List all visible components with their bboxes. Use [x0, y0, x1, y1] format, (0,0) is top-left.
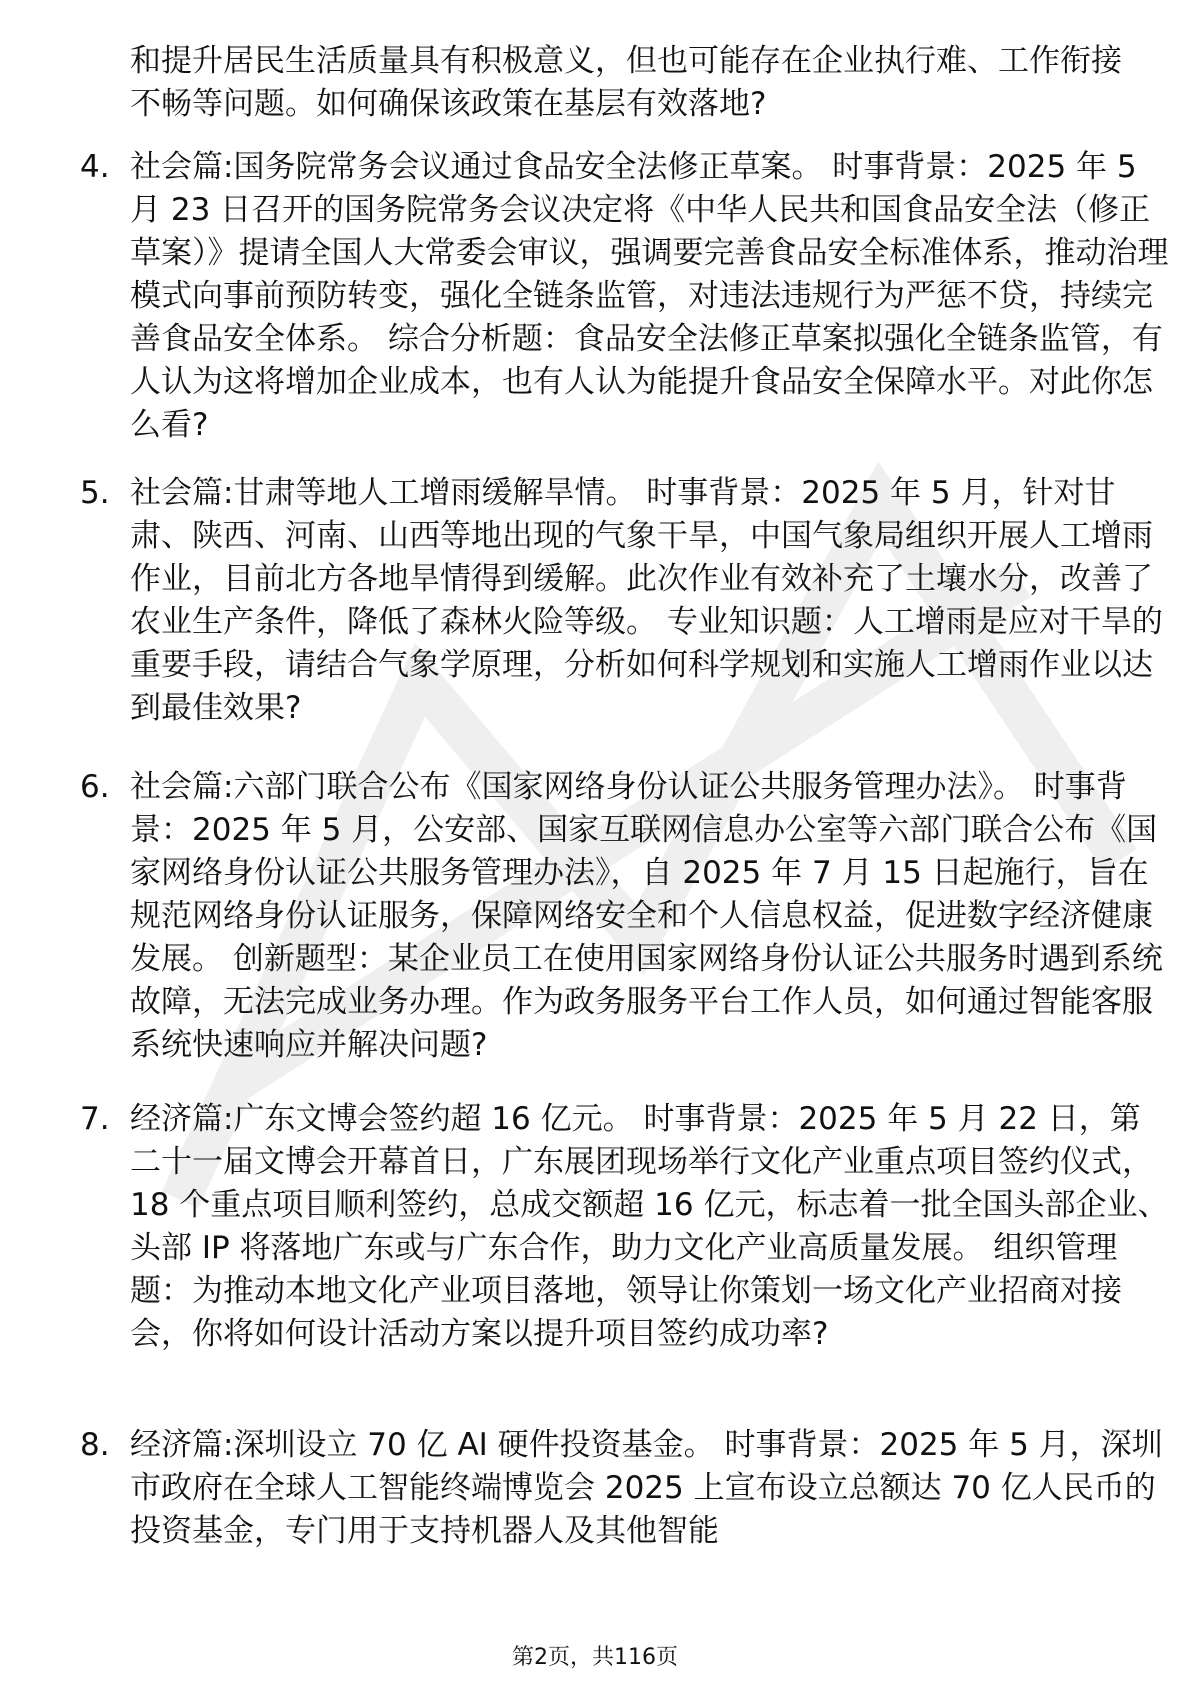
list-item [80, 1424, 1170, 1553]
list-item-number: 6. [80, 769, 110, 805]
list-item-text: 经济篇:深圳设立 70 亿 AI 硬件投资基金。 时事背景：2025 年 5 月，深圳市政府在全球人工智能终端博览会 2025 上宣布设立总额达 70 亿人民币的投资基金，专门用于支持机器人及其他智能 [130, 1427, 1163, 1549]
list-item-number: 8. [80, 1427, 110, 1463]
list-item-text: 经济篇:广东文博会签约超 16 亿元。 时事背景：2025 年 5 月 22 日，第二十一届文博会开幕首日，广东展团现场举行文化产业重点项目签约仪式，18 个重点项目顺利签约，总成交额超 16 亿元，标志着一批全国头部企业、头部 IP 将落地广东或与广东合作，助力文化产业高质量发展。 组织管理题：为推动本地文化产业项目落地，领导让你策划一场文化产业招商对接会，你将如何设计活动方案以提升项目签约成功率? [130, 1101, 1169, 1352]
list-item-text: 社会篇:甘肃等地人工增雨缓解旱情。 时事背景：2025 年 5 月，针对甘肃、陕西、河南、山西等地出现的气象干旱，中国气象局组织开展人工增雨作业，目前北方各地旱情得到缓解。此次作业有效补充了土壤水分，改善了农业生产条件，降低了森林火险等级。 专业知识题：人工增雨是应对干旱的重要手段，请结合气象学原理，分析如何科学规划和实施人工增雨作业以达到最佳效果? [130, 475, 1163, 726]
list-item-number: 5. [80, 475, 110, 511]
list-item-number: 7. [80, 1101, 110, 1137]
list-item [80, 472, 1170, 730]
list-item-text: 社会篇:六部门联合公布《国家网络身份认证公共服务管理办法》。 时事背景：2025 年 5 月，公安部、国家互联网信息办公室等六部门联合公布《国家网络身份认证公共服务管理办法》，自 2025 年 7 月 15 日起施行，旨在规范网络身份认证服务，保障网络安全和个人信息权益，促进数字经济健康发展。 创新题型：某企业员工在使用国家网络身份认证公共服务时遇到系统故障，无法完成业务办理。作为政务服务平台工作人员，如何通过智能客服系统快速响应并解决问题? [130, 769, 1163, 1063]
page-footer: 第2页，共116页 [512, 1645, 678, 1670]
list-item [80, 146, 1170, 447]
list-item [80, 766, 1170, 1067]
list-item [80, 1098, 1170, 1356]
list-item-number: 4. [80, 149, 110, 185]
continued-paragraph: 和提升居民生活质量具有积极意义，但也可能存在企业执行难、工作衔接不畅等问题。如何确保该政策在基层有效落地? [130, 43, 1122, 122]
list-item-text: 社会篇:国务院常务会议通过食品安全法修正草案。 时事背景：2025 年 5 月 23 日召开的国务院常务会议决定将《中华人民共和国食品安全法（修正草案）》提请全国人大常委会审议，强调要完善食品安全标准体系，推动治理模式向事前预防转变，强化全链条监管，对违法违规行为严惩不贷，持续完善食品安全体系。 综合分析题：食品安全法修正草案拟强化全链条监管，有人认为这将增加企业成本，也有人认为能提升食品安全保障水平。对此你怎么看? [130, 149, 1169, 443]
